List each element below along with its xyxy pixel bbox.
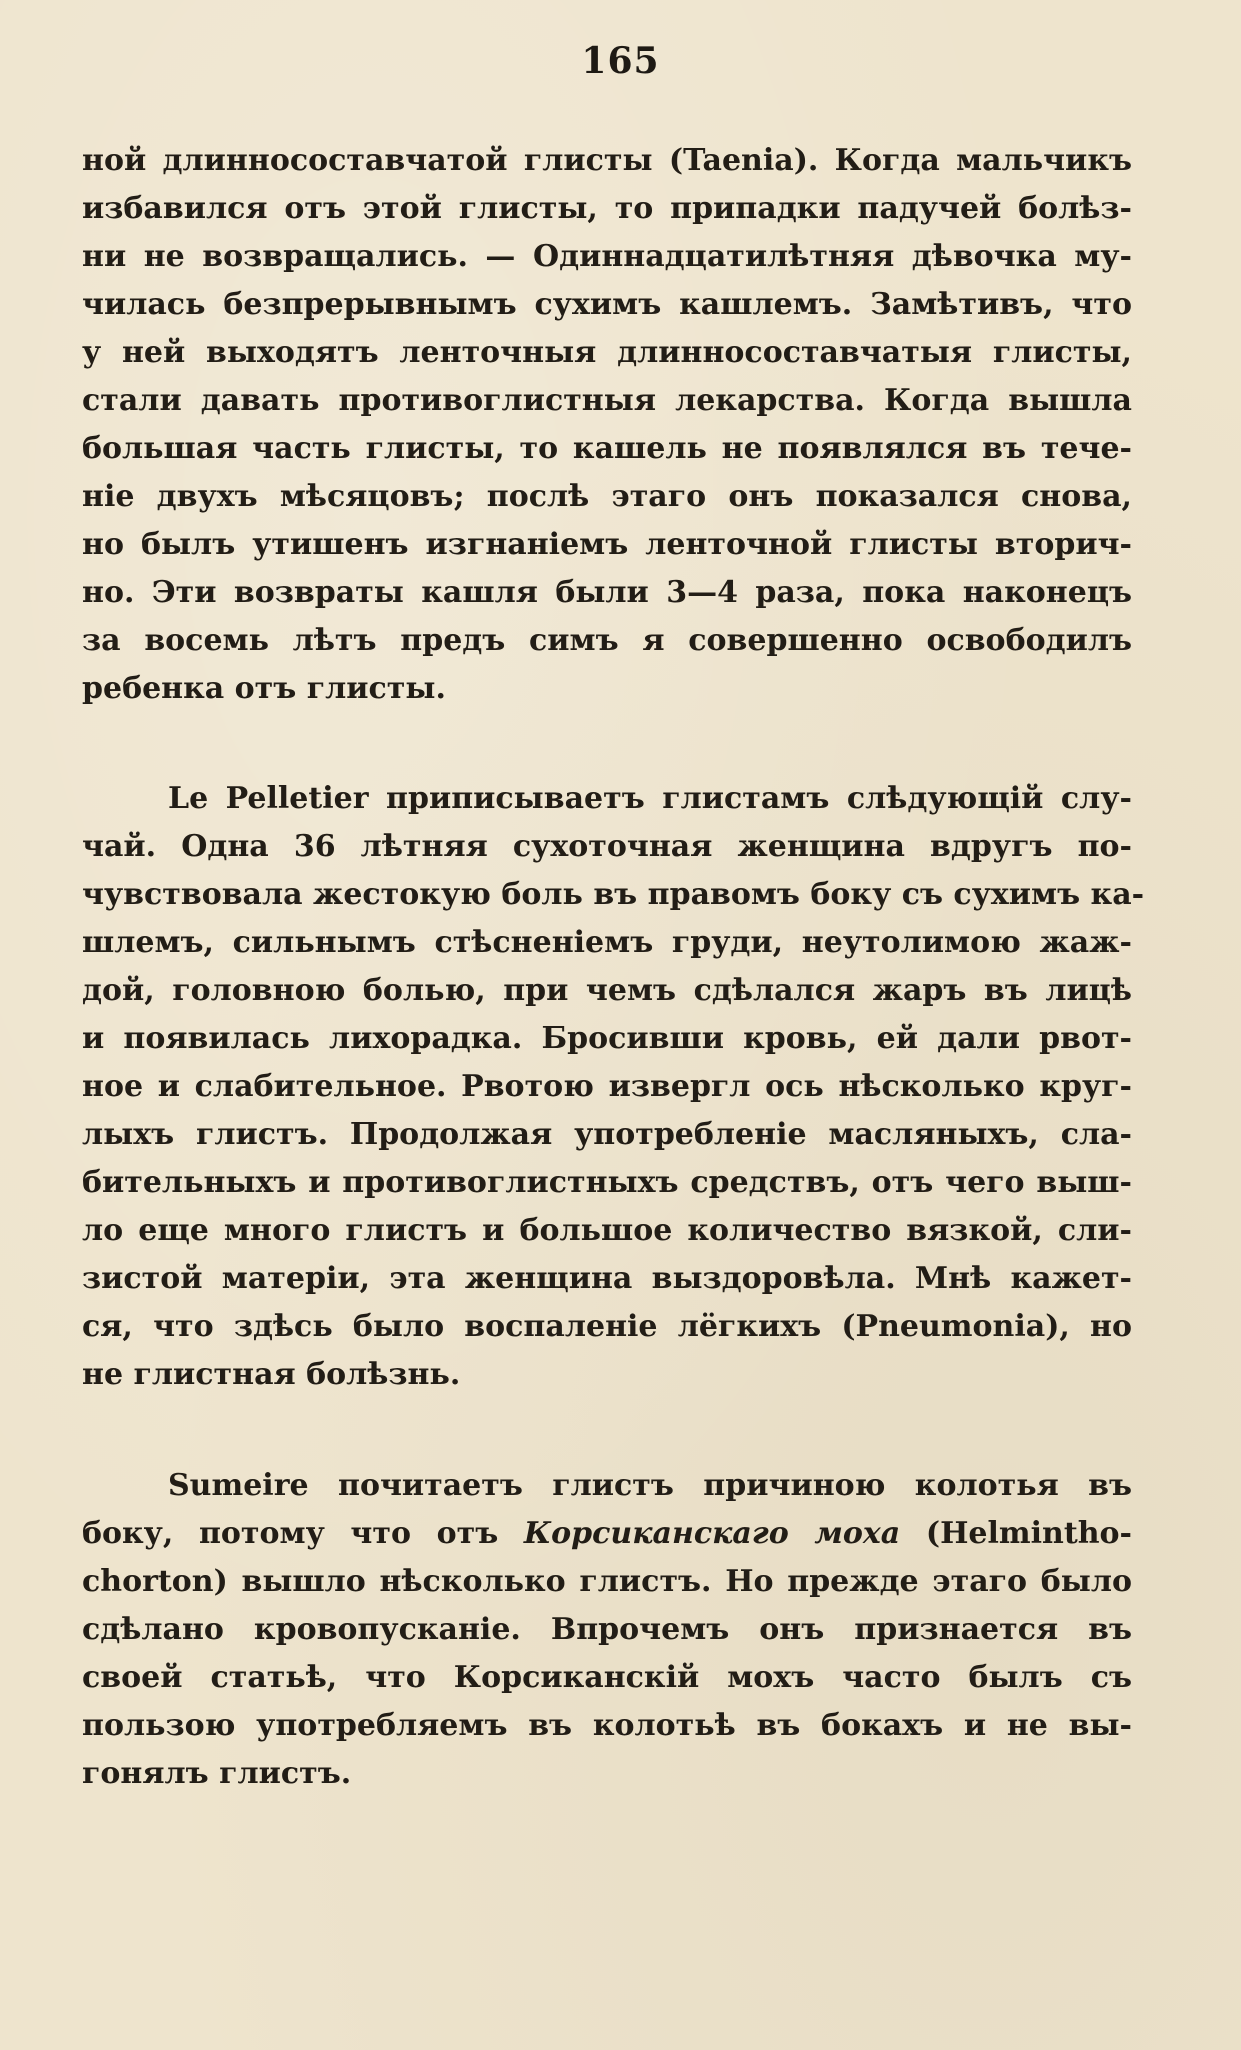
text-line: шлемъ, сильнымъ стѣсненіемъ груди, неутолимою жаж- xyxy=(82,925,1132,960)
text-line: ло еще много глистъ и большое количество вязкой, сли- xyxy=(82,1213,1132,1248)
text-line: сдѣлано кровопусканіе. Впрочемъ онъ признается въ xyxy=(82,1612,1132,1647)
text-line: большая часть глисты, то кашель не появлялся въ тече- xyxy=(82,431,1132,466)
text-line: дой, головною болью, при чемъ сдѣлался жаръ въ лицѣ xyxy=(82,973,1132,1008)
text-line: чувствовала жестокую боль въ правомъ боку съ сухимъ ка- xyxy=(82,877,1145,912)
text-line: чай. Одна 36 лѣтняя сухоточная женщина вдругъ по- xyxy=(82,829,1132,864)
paragraph-3 xyxy=(82,1462,1132,1798)
text-line: пользою употребляемъ въ колотьѣ въ бокахъ и не вы- xyxy=(82,1708,1132,1743)
text-line: ніе двухъ мѣсяцовъ; послѣ этаго онъ показался снова, xyxy=(82,479,1132,514)
text-line: но былъ утишенъ изгнаніемъ ленточной глисты вторич- xyxy=(82,527,1132,562)
text-line: чилась безпрерывнымъ сухимъ кашлемъ. Замѣтивъ, что xyxy=(82,287,1132,322)
text-segment: (Helmintho- xyxy=(925,1516,1132,1551)
text-line: своей статьѣ, что Корсиканскій мохъ часто былъ съ xyxy=(82,1660,1132,1695)
text-line: ной длинносоставчатой глисты (Taenia). Когда мальчикъ xyxy=(82,143,1132,178)
text-segment: боку, потому что отъ xyxy=(82,1516,499,1551)
text-line: Sumeire почитаетъ глистъ причиною колотья въ xyxy=(168,1468,1132,1503)
paragraph-1 xyxy=(82,137,1132,713)
text-line: за восемь лѣтъ предъ симъ я совершенно освободилъ xyxy=(82,623,1132,658)
text-line: у ней выходятъ ленточныя длинносоставчатыя глисты, xyxy=(82,335,1132,370)
text-line: зистой матеріи, эта женщина выздоровѣла. Мнѣ кажет- xyxy=(82,1261,1132,1296)
text-line: ни не возвращались. — Одиннадцатилѣтняя дѣвочка му- xyxy=(82,239,1132,274)
text-line: не глистная болѣзнь. xyxy=(82,1357,461,1392)
text-line: Le Pelletier приписываетъ глистамъ слѣдующій слу- xyxy=(168,781,1132,816)
page-number: 165 xyxy=(581,40,660,82)
text-line: ное и слабительное. Рвотою извергл ось нѣсколько круг- xyxy=(82,1069,1132,1104)
italic-term: Корсиканскаго моха xyxy=(523,1516,901,1551)
text-line: гонялъ глистъ. xyxy=(82,1756,352,1791)
text-line: но. Эти возвраты кашля были 3—4 раза, пока наконецъ xyxy=(82,575,1132,610)
text-line: chorton) вышло нѣсколько глистъ. Но прежде этаго было xyxy=(82,1564,1132,1599)
text-line: избавился отъ этой глисты, то припадки падучей болѣз- xyxy=(82,191,1132,226)
text-line: лыхъ глистъ. Продолжая употребленіе масляныхъ, сла- xyxy=(82,1117,1132,1152)
text-line: бительныхъ и противоглистныхъ средствъ, отъ чего выш- xyxy=(82,1165,1132,1200)
paragraph-2 xyxy=(82,775,1145,1399)
text-line xyxy=(82,1510,1132,1558)
text-line: ребенка отъ глисты. xyxy=(82,671,446,706)
text-line: ся, что здѣсь было воспаленіе лёгкихъ (Pneumonia), но xyxy=(82,1309,1132,1344)
text-line: и появилась лихорадка. Бросивши кровь, ей дали рвот- xyxy=(82,1021,1132,1056)
text-line: стали давать противоглистныя лекарства. Когда вышла xyxy=(82,383,1132,418)
